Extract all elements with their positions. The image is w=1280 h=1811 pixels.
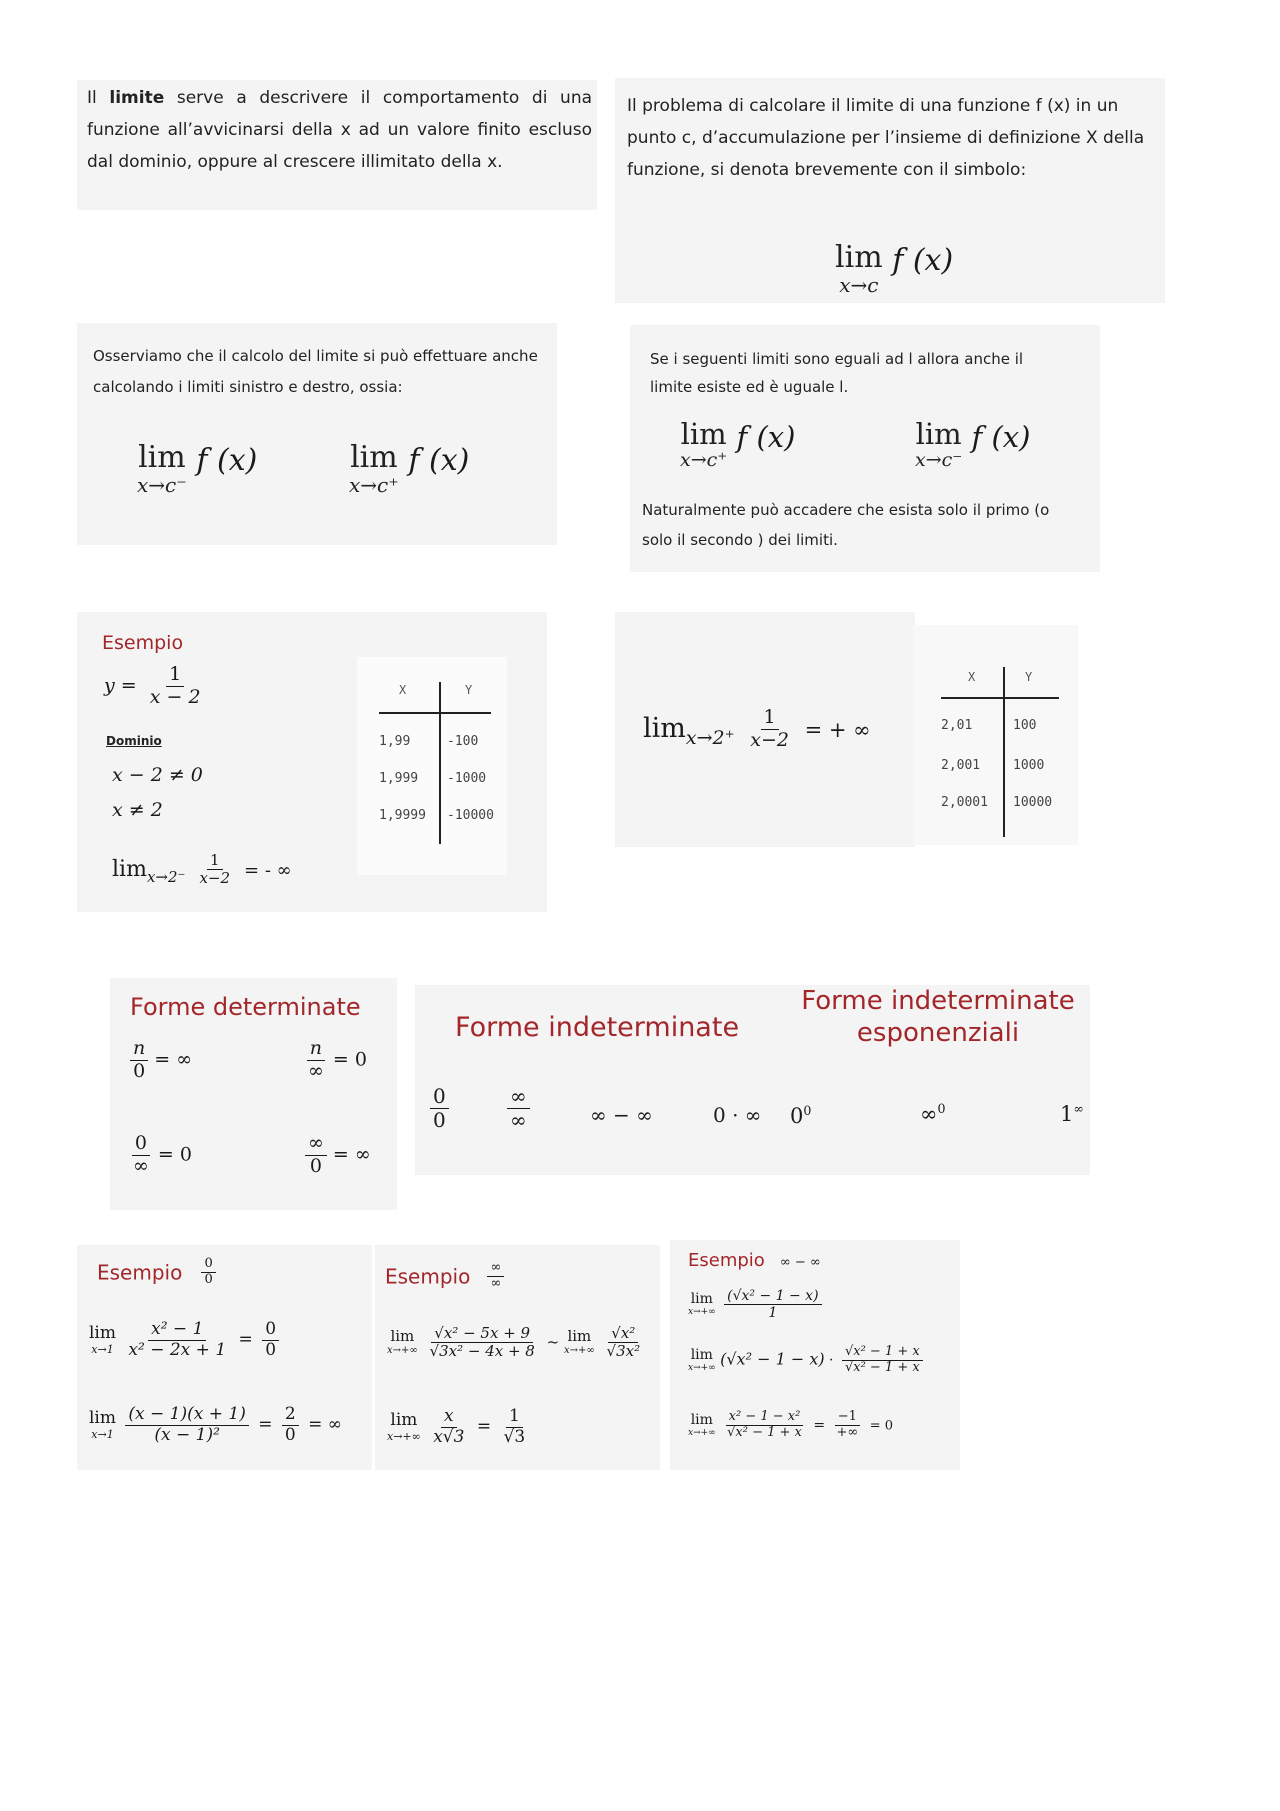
example-inf-inf-line1: lim x→+∞ $\frac{\text{√x² − 5x + 9}}{\text{√3x² − 4x + 8}}$ ~ lim x→+∞ $\frac{\text{√x²}}{\text{√3x²}}$ [387, 1324, 641, 1361]
intro-paragraph: Il limite serve a descrivere il comportamento di una funzione all’avvicinarsi della x ad un valore finito escluso dal dominio, oppure al crescere illimitato della x. [87, 88, 593, 172]
determinate-title: Forme determinate [130, 993, 361, 1021]
example-inf-minus-inf-panel [670, 1240, 960, 1470]
example-inf-minus-inf-line1: lim x→+∞ $\frac{\text{(√x² − 1 − x)}}{1}$ [688, 1288, 826, 1321]
right-limit: lim x→c⁺ f (x) [349, 440, 470, 497]
table2-r1-y: 100 [1013, 718, 1037, 733]
table1-r2-x: 1,999 [379, 771, 419, 786]
function-def: y = $\frac{1}{x - 2}$ [104, 663, 201, 708]
side-limits-panel [77, 323, 557, 545]
equality-paragraph: Se i seguenti limiti sono eguali ad l allora anche il limite esiste ed è uguale l. [650, 350, 1024, 396]
det-form-3: $\frac{0}{\infty}$ = 0 [133, 1132, 192, 1177]
side-limits-paragraph: Osserviamo che il calcolo del limite si può effettuare anche calcolando i limiti sinistro e destro, ossia: [93, 347, 538, 396]
definition-paragraph: Il problema di calcolare il limite di una funzione f (x) in un punto c, d’accumulazione per l’insieme di definizione X della funzione, si denota brevemente con il simbolo: [627, 96, 1145, 180]
example2-panel [615, 612, 915, 847]
table2-r3-y: 10000 [1013, 795, 1053, 810]
table1-header-x: X [399, 683, 407, 697]
indeterminate-forms-panel [415, 985, 1090, 1175]
table1-header-y: Y [465, 683, 473, 697]
example2-limit: $\lim_{x\to 2^+}$ $\frac{1}{x-2}$ = + ∞ [643, 706, 871, 751]
exp-indeterminate-title: Forme indeterminate esponenziali [801, 986, 1075, 1048]
right-limit-2: lim x→c⁺ f (x) [680, 417, 796, 471]
table1-r1-x: 1,99 [379, 734, 411, 749]
domain-cond-1: x − 2 ≠ 0 [112, 764, 203, 786]
example1-panel [77, 612, 547, 912]
ind-form-0-0: $\frac{0}{0}$ [430, 1085, 449, 1132]
main-limit: lim x→c f (x) [835, 240, 954, 297]
table1-vline [439, 682, 441, 844]
table2-r3-x: 2,0001 [941, 795, 988, 810]
table1-r2-y: -1000 [447, 771, 487, 786]
example-inf-minus-inf-line2: lim x→+∞ (√x² − 1 − x) · $\frac{\text{√x² − 1 + x}}{\text{√x² − 1 + x}}$ [688, 1345, 927, 1376]
example-inf-minus-inf-line3: lim x→+∞ $\frac{\text{x² − 1 − x²}}{\text{√x² − 1 + x}}$ = $\frac{-1}{+\infty}$ = 0 [688, 1409, 893, 1440]
det-form-4: $\frac{\infty}{0}$ = ∞ [305, 1133, 371, 1178]
table1-hline [379, 712, 491, 714]
example-inf-inf-panel [375, 1245, 660, 1470]
example-0-0-line1: lim x→1 $\frac{\text{x² − 1}}{\text{x² − 2x + 1}}$ = $\frac{0}{0}$ [89, 1320, 283, 1360]
table1-r3-y: -10000 [447, 808, 494, 823]
det-form-1: $\frac{n}{0}$ = ∞ [130, 1038, 192, 1083]
left-limit: lim x→c⁻ f (x) [137, 440, 258, 497]
ind-form-inf-inf: $\frac{\infty}{\infty}$ [507, 1085, 530, 1132]
example-inf-inf-line2: lim x→+∞ $\frac{x}{x√3}$ = $\frac{1}{√3}$ [387, 1406, 526, 1447]
example-inf-inf-header: Esempio $\frac{\infty}{\infty}$ [385, 1261, 508, 1292]
example-0-0-panel [77, 1245, 372, 1470]
ind-form-inf-minus-inf: ∞ − ∞ [590, 1103, 653, 1127]
table2-hline [941, 697, 1059, 699]
domain-cond-2: x ≠ 2 [112, 799, 163, 821]
exp-form-inf-0: ∞$^0$ [920, 1101, 946, 1126]
domain-label: Dominio [106, 734, 162, 748]
table2-vline [1003, 667, 1005, 837]
table1-r1-y: -100 [447, 734, 479, 749]
example-0-0-line2: lim x→1 $\frac{(x - 1)(x + 1)}{\text{(x − 1)²}}$ = $\frac{2}{0}$ = ∞ [89, 1404, 342, 1445]
definition-panel [615, 78, 1165, 303]
example1-limit: $\lim_{x\to 2^-}$ $\frac{1}{x-2}$ = - ∞ [112, 851, 292, 888]
table2-header-x: X [968, 670, 976, 684]
table2-r2-x: 2,001 [941, 758, 981, 773]
determinate-forms-panel [110, 978, 397, 1210]
table2-r2-y: 1000 [1013, 758, 1045, 773]
table2-r1-x: 2,01 [941, 718, 973, 733]
example1-title: Esempio [102, 632, 184, 654]
example2-table [913, 625, 1078, 845]
indeterminate-title: Forme indeterminate [455, 1012, 740, 1043]
left-limit-2: lim x→c⁻ f (x) [915, 417, 1031, 471]
example-0-0-header: Esempio $\frac{0}{0}$ [97, 1257, 220, 1288]
example1-table [357, 657, 507, 875]
table1-r3-x: 1,9999 [379, 808, 426, 823]
example-inf-minus-inf-header: Esempio ∞ − ∞ [688, 1250, 821, 1271]
note-paragraph: Naturalmente può accadere che esista solo il primo (o solo il secondo ) dei limiti. [642, 501, 1050, 549]
intro-panel [77, 80, 597, 210]
exp-form-0-0: $0^0$ [790, 1103, 812, 1128]
equality-panel [630, 325, 1100, 572]
exp-form-1-inf: 1∞ [1060, 1101, 1084, 1126]
limite-bold: limite [109, 88, 165, 108]
table2-header-y: Y [1025, 670, 1033, 684]
det-form-2: $\frac{n}{\infty}$ = 0 [308, 1037, 367, 1082]
ind-form-zero-times-inf: 0 · ∞ [713, 1103, 762, 1127]
